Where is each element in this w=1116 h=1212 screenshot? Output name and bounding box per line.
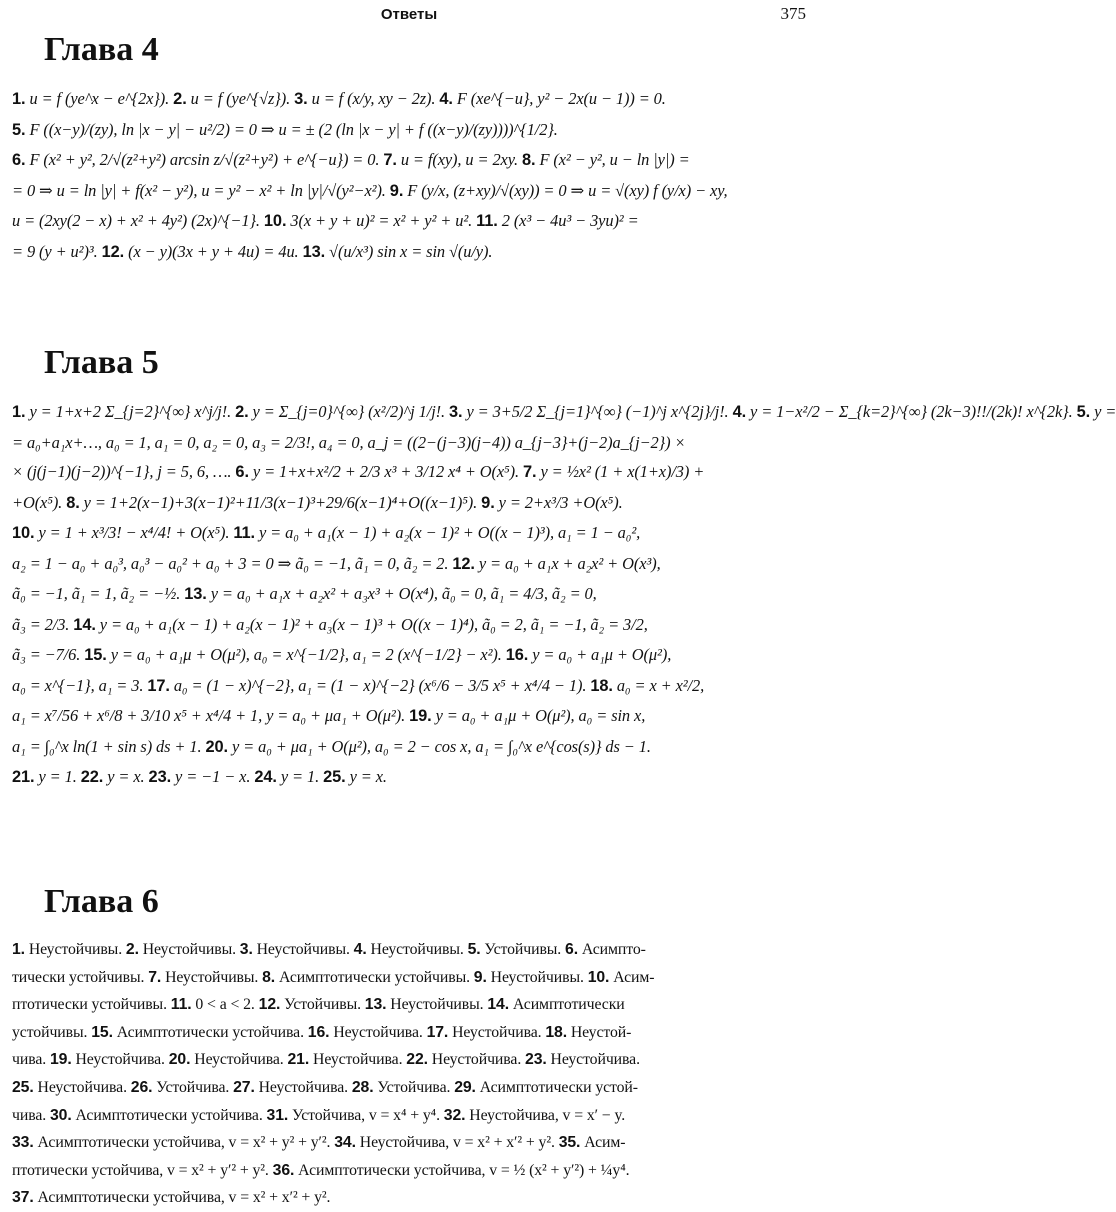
answer-text: y = a₀ + a₁x + a₂x² + O(x³), [474,553,661,573]
answer-text: Неустойчивы. [161,968,263,986]
answer-number: 10. [12,524,35,542]
answer-text: y = 1−x²/2 − Σ_{k=2}^{∞} (2k−3)!!/(2k)! x^{2k}. [746,402,1077,421]
answer-line [12,610,808,641]
answer-number: 12. [101,242,125,261]
answer-number: 4. [732,403,747,421]
answer-number: 25. [12,1078,34,1096]
answer-number: 32. [443,1106,466,1124]
answer-number: 15. [84,646,107,664]
answer-text: u = f (ye^{√z}). [186,89,295,108]
answer-number: 26. [130,1078,153,1096]
answer-number: 8. [522,151,536,169]
answer-text: a₁ = ∫₀^x ln(1 + sin s) ds + 1. [12,736,206,756]
answer-number: 22. [406,1051,428,1069]
answer-text: 3(x + y + u)² = x² + y² + u². [286,211,477,230]
answer-text: u = f(xy), u = 2xy. [396,150,522,169]
chapter-answers [12,397,1116,793]
answer-text: F (x² + y², 2/√(z²+y²) arcsin z/√(z²+y²) + e^{−u}) = 0. [25,150,384,169]
answer-number: 35. [558,1134,581,1152]
answer-text: Неустойчива. [33,1078,131,1096]
answer-text: y = x. [345,767,387,786]
answer-number: 19. [409,707,432,725]
answer-number: 33. [12,1134,34,1152]
answer-line [12,115,808,146]
answer-number: 34. [334,1134,356,1152]
answer-line [12,936,808,964]
answer-line [12,428,808,458]
answer-text: u = f (x/y, xy − 2z). [307,89,440,108]
answer-number: 23. [148,768,172,786]
answer-text: y = a₀ + a₁(x − 1) + a₂(x − 1)² + a₃(x − 1)³ + O((x − 1)⁴), ã₀ = 2, ã₁ = −1, ã₂ = 3/2, [95,614,648,634]
answer-line [12,579,808,610]
answer-number: 13. [302,242,326,261]
answer-text: y = a₀ + a₁(x − 1) + a₂(x − 1)² + O((x − 1)³), a₁ = 1 − a₀², [254,523,641,542]
answer-text: a₀ = x + x²/2, [612,675,705,695]
answer-number: 36. [272,1161,295,1179]
answer-line [12,1129,808,1157]
answer-text: y = a₀ + a₁x + a₂x² + a₃x³ + O(x⁴), ã₀ = 0, ã₁ = 4/3, ã₂ = 0, [206,584,597,603]
answer-text: ã₀ = −1, ã₁ = 1, ã₂ = −½. [12,584,185,603]
answer-text: y = 1. [276,767,324,786]
answer-text: y = 1+2(x−1)+3(x−1)²+11/3(x−1)³+29/6(x−1)⁴+O((x−1)⁵). [79,492,482,512]
answer-number: 2. [235,403,249,421]
answer-number: 14. [487,996,510,1014]
answer-number: 10. [263,212,287,230]
answer-number: 1. [12,941,25,958]
answer-line [12,549,808,580]
answer-number: 15. [91,1023,113,1041]
answer-text: +O(x⁵). [12,492,67,512]
answer-line [12,145,808,176]
answer-text: Асимптотически устойчива, v = x² + x′² + y². [33,1189,331,1207]
answer-number: 1. [12,403,26,421]
answer-line [12,84,808,115]
chapter-answers [12,84,808,267]
page-header [0,4,818,26]
answer-text: Асим- [609,968,655,986]
answer-number: 21. [12,768,35,786]
answer-number: 18. [545,1023,567,1041]
answer-text: Асимптотически устойчивы. [275,968,474,986]
answer-text: чива. [12,1051,50,1069]
answer-number: 6. [565,941,578,958]
answer-text: Неустойчива. [190,1051,288,1069]
answer-text: Устойчива. [373,1078,455,1096]
answer-number: 11. [233,524,255,542]
answer-number: 23. [525,1051,547,1069]
answer-text: тически устойчивы. [12,968,149,986]
answer-number: 22. [80,768,104,786]
answer-number: 6. [12,151,26,169]
answer-text: y = 3+5/2 Σ_{j=1}^{∞} (−1)^j x^{2j}/j!. [462,402,733,421]
answer-line [12,1019,808,1047]
answer-text: Асимптотически [509,996,625,1014]
answer-text: Асимптотически устойчива, v = ½ (x² + y′²) + ¼y⁴. [294,1161,630,1179]
answer-number: 11. [170,996,192,1014]
answer-text: F ((x−y)/(zy), ln |x − y| − u²/2) = 0 ⇒ u = ± (2 (ln |x − y| + f ((x−y)/(zy))))^{1/2}. [25,119,558,139]
answer-line [12,640,808,671]
chapter-title: Глава 4 [44,31,159,68]
answer-text: Неустойчива. [254,1078,352,1096]
answer-line [12,991,808,1019]
answer-text: Неустойчива, v = x² + x′² + y². [355,1134,559,1152]
answer-number: 9. [481,493,495,512]
answer-text: Асимптотически устойчива. [112,1023,308,1041]
answer-text: √(u/x³) sin x = sin √(u/y). [325,241,493,261]
answer-text: Неустойчива. [448,1023,546,1041]
answer-number: 11. [476,212,498,230]
answer-number: 3. [449,403,463,421]
answer-text: y = a₀ + μa₁ + O(μ²), a₀ = 2 − cos x, a₁ = ∫₀^x e^{cos(s)} ds − 1. [227,736,651,756]
answer-line [12,762,808,793]
answer-line [12,176,808,207]
answer-number: 19. [49,1051,72,1069]
answer-text: Устойчива. [152,1078,234,1096]
answer-number: 4. [439,90,453,108]
answer-number: 17. [147,676,170,695]
answer-text: y = −1 − x. [171,767,255,786]
answer-text: устойчивы. [12,1023,92,1041]
chapter-5 [0,343,1116,793]
answer-text: a₀ = (1 − x)^{−2}, a₁ = (1 − x)^{−2} (x⁶/6 − 3/5 x⁵ + x⁴/4 − 1). [169,675,591,695]
answer-number: 13. [184,585,207,603]
answer-text: y = Σ_{j=0}^{∞} (x²/2)^j 1/j!. [248,402,450,421]
answer-text: y = x. [103,767,149,786]
answer-line [12,397,1116,428]
answer-number: 9. [473,968,487,986]
answer-text: y = 1+x+2 Σ_{j=2}^{∞} x^j/j!. [25,402,236,421]
answer-number: 25. [323,768,346,786]
answer-number: 31. [266,1106,289,1124]
answer-text: Асимптотически устой- [475,1078,638,1096]
answer-number: 5. [12,120,26,139]
answer-text: Асимпто- [578,941,646,958]
answer-text: y = 1. [34,767,81,786]
answer-text: F (x² − y², u − ln |y|) = [535,150,690,169]
answer-text: a₁ = x⁷/56 + x⁶/8 + 3/10 x⁵ + x⁴/4 + 1, y = a₀ + μa₁ + O(μ²). [12,706,410,725]
answer-number: 20. [168,1051,191,1069]
answer-number: 9. [389,181,404,200]
answer-number: 16. [307,1023,330,1041]
chapter-title: Глава 6 [44,883,159,920]
answer-text: y = a₀ + a₁μ + O(μ²), a₀ = x^{−1/2}, a₁ = 2 (x^{−1/2} − x²). [106,645,506,664]
answer-line [12,518,808,549]
chapter-title: Глава 5 [44,344,159,381]
answer-text: Неустойчивы. [24,941,126,958]
answer-text: Неустойчивы. [138,941,240,958]
answer-number: 30. [49,1106,72,1124]
answer-text: Асимптотически устойчива. [71,1106,267,1124]
answer-number: 6. [235,463,249,481]
answer-text: Неустойчивы. [386,996,488,1014]
answer-number: 7. [148,968,162,986]
answer-number: 18. [590,676,613,695]
answer-text: y = a₀ + a₁μ + O(μ²), [528,645,672,664]
answer-text: y = ½x² (1 + x(1+x)/3) + [536,462,705,481]
answer-text: Устойчивы. [480,941,566,958]
answer-text: u = f (ye^x − e^{2x}). [25,89,174,108]
answer-text: Устойчивы. [280,996,365,1014]
answer-text: u = (2xy(2 − x) + x² + 4y²) (2x)^{−1}. [12,211,264,230]
answer-text: 0 < a < 2. [191,996,259,1014]
answer-number: 16. [505,646,529,664]
answer-number: 27. [233,1078,255,1096]
chapter-6 [0,882,818,1212]
answer-line [12,1046,808,1074]
answer-text: Устойчива, v = x⁴ + y⁴. [288,1106,444,1124]
answer-line [12,488,808,519]
answer-text: ã₃ = 2/3. [12,614,74,634]
answer-number: 8. [66,493,80,512]
answer-line [12,671,808,702]
answer-number: 5. [1076,403,1091,421]
answer-line [12,1184,808,1212]
chapter-4 [0,30,818,267]
answer-number: 24. [254,768,277,786]
answer-number: 3. [294,90,308,108]
answer-number: 12. [258,996,281,1014]
answer-text: птотически устойчива, v = x² + y′² + y². [12,1161,273,1179]
answer-text: (x − y)(3x + y + 4u) = 4u. [124,241,303,261]
answer-text: y = 1+x+x²/2 + 2/3 x³ + 3/12 x⁴ + O(x⁵). [248,462,523,481]
answer-line [12,206,808,237]
answer-text: × (j(j−1)(j−2))^{−1}, j = 5, 6, …. [12,462,236,481]
answer-line [12,1157,808,1185]
answer-text: y = a₀ + a₁μ + O(μ²), a₀ = sin x, [431,706,646,725]
running-title: Ответы [380,6,438,23]
answer-text: y = 2+x³/3 +O(x⁵). [494,492,623,512]
answer-text: птотически устойчивы. [12,996,171,1014]
answer-number: 4. [353,941,367,958]
answer-number: 13. [364,996,387,1014]
answer-text: = 9 (y + u²)³. [12,241,102,261]
answer-text: чива. [12,1106,50,1124]
answer-text: Неустой- [567,1023,632,1041]
answer-number: 37. [12,1189,34,1207]
answer-number: 2. [173,90,187,108]
answer-text: a₀ = x^{−1}, a₁ = 3. [12,675,148,695]
answer-number: 10. [587,968,610,986]
answer-text: Неустойчивы. [366,941,468,958]
answer-number: 5. [467,941,481,958]
answer-number: 20. [205,737,228,756]
answer-text: Неустойчива. [309,1051,407,1069]
answer-text: y = 1 + x³/3! − x⁴/4! + O(x⁵). [34,523,234,542]
answer-number: 3. [239,941,253,958]
answer-text: Неустойчива. [329,1023,427,1041]
answer-number: 21. [287,1051,310,1069]
answer-text: = a₀+a₁x+…, a₀ = 1, a₁ = 0, a₂ = 0, a₃ = 2/3!, a₄ = 0, a_j = ((2−(j−3)(j−4)) a_{j−3}+(j−2)a_{j−2}) × [12,432,686,452]
answer-number: 7. [383,151,397,169]
answer-number: 1. [12,90,26,108]
answer-text: Асим- [580,1134,626,1152]
answer-text: a₂ = 1 − a₀ + a₀³, a₀³ − a₀² + a₀ + 3 = 0 ⇒ ã₀ = −1, ã₁ = 0, ã₂ = 2. [12,553,453,573]
answer-text: Неустойчива. [427,1051,526,1069]
answer-text: y = [1090,402,1116,421]
chapter-answers [12,936,808,1212]
answer-text: Асимптотически устойчива, v = x² + y² + y′². [33,1134,335,1152]
page-number: 375 [780,4,806,23]
answer-text: F (y/x, (z+xy)/√(xy)) = 0 ⇒ u = √(xy) f (y/x) − xy, [403,180,728,200]
answer-text: F (xe^{−u}, y² − 2x(u − 1)) = 0. [452,89,666,108]
answer-number: 14. [73,615,96,634]
answer-number: 8. [262,968,276,986]
answer-line [12,732,808,763]
answer-line [12,457,808,488]
answer-line [12,237,808,268]
answer-line [12,964,808,992]
answer-text: Неустойчива. [71,1051,169,1069]
answer-number: 28. [351,1078,374,1096]
answer-line [12,701,808,732]
answer-number: 17. [426,1023,449,1041]
answer-text: 2 (x³ − 4u³ − 3yu)² = [497,211,639,230]
answer-number: 7. [523,463,537,481]
answer-text: Неустойчивы. [252,941,354,958]
answer-text: ã₃ = −7/6. [12,645,85,664]
answer-number: 29. [454,1078,476,1096]
answer-text: Неустойчивы. [486,968,588,986]
answer-text: = 0 ⇒ u = ln |y| + f(x² − y²), u = y² − x² + ln |y|/√(y²−x²). [12,180,390,200]
answer-number: 2. [125,941,139,958]
answer-text: Неустойчива, v = x′ − y. [465,1106,626,1124]
answer-number: 12. [452,554,475,573]
answer-line [12,1074,808,1102]
answer-line [12,1102,808,1130]
answer-text: Неустойчива. [546,1051,640,1069]
